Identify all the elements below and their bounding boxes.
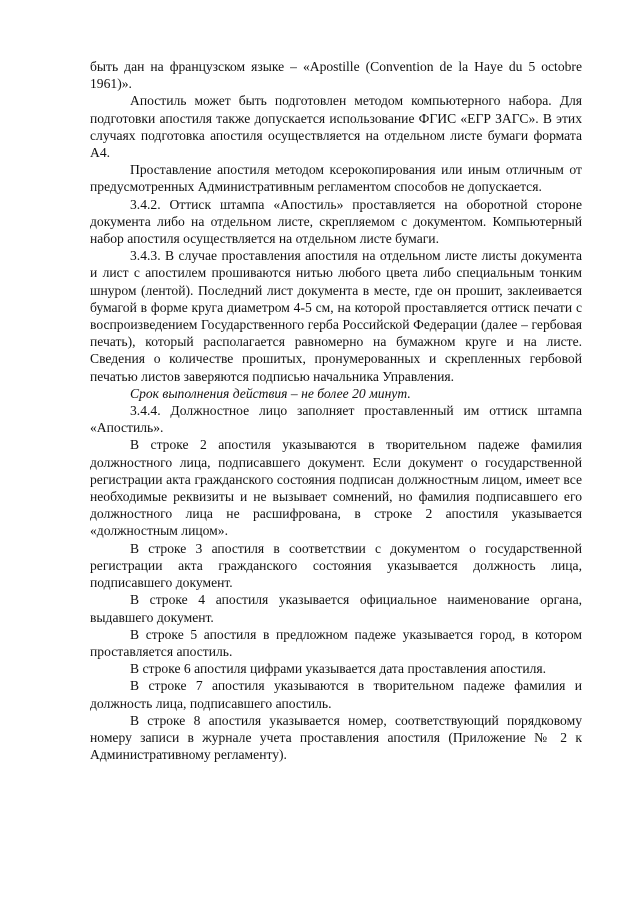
paragraph-photocopy-prohibition: Проставление апостиля методом ксерокопирования или иным отличным от предусмотренных Административным регламентом способов не допускается. (90, 162, 582, 195)
paragraph-line-2: В строке 2 апостиля указываются в творительном падеже фамилия должностного лица, подписавшего документ. Если документ о государственной регистрации акта гражданского состояния подписан должностным лицом, имеет все необходимые реквизиты и не вызывает сомнений, но фамилия подписавшего его должностного лица не расшифрована, в строке 2 апостиля указывается «должностным лицом». (90, 437, 582, 539)
paragraph-line-3: В строке 3 апостиля в соответствии с документом о государственной регистрации акта гражданского состояния указывается должность лица, подписавшего документ. (90, 540, 582, 591)
paragraph-deadline: Срок выполнения действия – не более 20 минут. (130, 385, 411, 401)
paragraph-computer-typing: Апостиль может быть подготовлен методом компьютерного набора. Для подготовки апостиля также допускается использование ФГИС «ЕГР ЗАГС». В этих случаях подготовка апостиля осуществляется на отдельном листе бумаги формата А4. (90, 93, 582, 161)
document-page (90, 58, 582, 763)
paragraph-line-6: В строке 6 апостиля цифрами указывается дата проставления апостиля. (130, 661, 547, 677)
paragraph-line-5: В строке 5 апостиля в предложном падеже указывается город, в котором проставляется апостиль. (90, 626, 582, 659)
paragraph-line-4: В строке 4 апостиля указывается официальное наименование органа, выдавшего документ. (90, 592, 582, 625)
paragraph-3-4-3: 3.4.3. В случае проставления апостиля на отдельном листе листы документа и лист с апостилем прошиваются нитью любого цвета либо специальным тонким шнуром (лентой). Последний лист документа в месте, где он прошит, заклеивается бумагой в форме круга диаметром 4-5 см, на которой проставляется оттиск печати с воспроизведением Государственного герба Российской Федерации (далее – гербовая печать), который располагается равномерно на бумажном круге и на листе. Сведения о количестве прошитых, пронумерованных и скрепленных гербовой печатью листов заверяются подписью начальника Управления. (90, 248, 582, 384)
paragraph-3-4-4: 3.4.4. Должностное лицо заполняет проставленный им оттиск штампа «Апостиль». (90, 403, 582, 436)
paragraph-line-8: В строке 8 апостиля указывается номер, соответствующий порядковому номеру записи в журнале учета проставления апостиля (Приложение № 2 к Административному регламенту). (90, 712, 582, 763)
paragraph-language-note: быть дан на французском языке – «Apostille (Convention de la Haye du 5 octobre 1961)». (90, 59, 582, 92)
paragraph-line-7: В строке 7 апостиля указываются в творительном падеже фамилия и должность лица, подписавшего апостиль. (90, 678, 582, 711)
paragraph-3-4-2: 3.4.2. Оттиск штампа «Апостиль» проставляется на оборотной стороне документа либо на отдельном листе, скрепляемом с документом. Компьютерный набор апостиля осуществляется на отдельном листе бумаги. (90, 196, 582, 247)
